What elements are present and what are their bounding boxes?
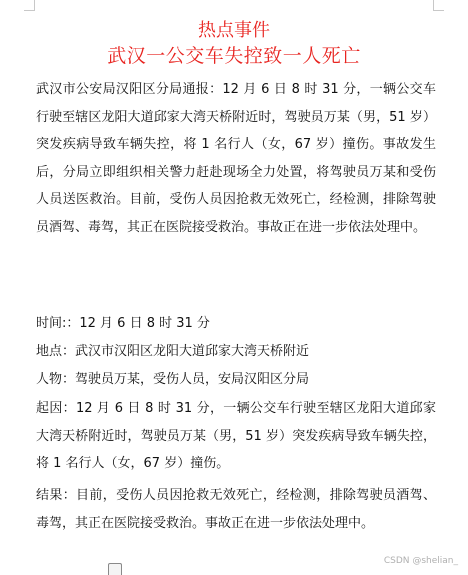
place-line: 地点：武汉市汉阳区龙阳大道邱家大湾天桥附近	[36, 344, 310, 359]
time-line: 时间:：12 月 6 日 8 时 31 分	[36, 316, 210, 331]
news-body-paragraph: 武汉市公安局汉阳区分局通报：12 月 6 日 8 时 31 分，一辆公交车行驶至辖区龙阳大道邱家大湾天桥附近时，驾驶员万某（男，51 岁）突发疾病导致车辆失控，将 1 名行人（女，67 岁）撞伤。事故发生后，分局立即组织相关警力赶赴现场全力处置，将驾驶员万某和受伤人员送医救治。目前，受伤人员因抢救无效死亡，经检测，排除驾驶员酒驾、毒驾，其正在医院接受救治。事故正在进一步依法处理中。	[36, 82, 436, 235]
cause-paragraph: 起因：12 月 6 日 8 时 31 分，一辆公交车行驶至辖区龙阳大道邱家大湾天桥附近时，驾驶员万某（男，51 岁）突发疾病导致车辆失控，将 1 名行人（女，67 岁）撞伤。	[36, 401, 436, 471]
document-title: 热点事件	[198, 20, 270, 41]
watermark: CSDN @shelian_	[383, 556, 458, 566]
result-paragraph: 结果：目前，受伤人员因抢救无效死亡，经检测，排除驾驶员酒驾、毒驾，其正在医院接受救治。事故正在进一步依法处理中。	[36, 488, 436, 531]
document-headline: 武汉一公交车失控致一人死亡	[107, 45, 361, 67]
page-corner-mark-right	[433, 0, 444, 11]
clipboard-icon	[108, 563, 122, 575]
page-corner-mark-left	[24, 0, 35, 11]
person-line: 人物：驾驶员万某，受伤人员，安局汉阳区分局	[36, 372, 310, 387]
